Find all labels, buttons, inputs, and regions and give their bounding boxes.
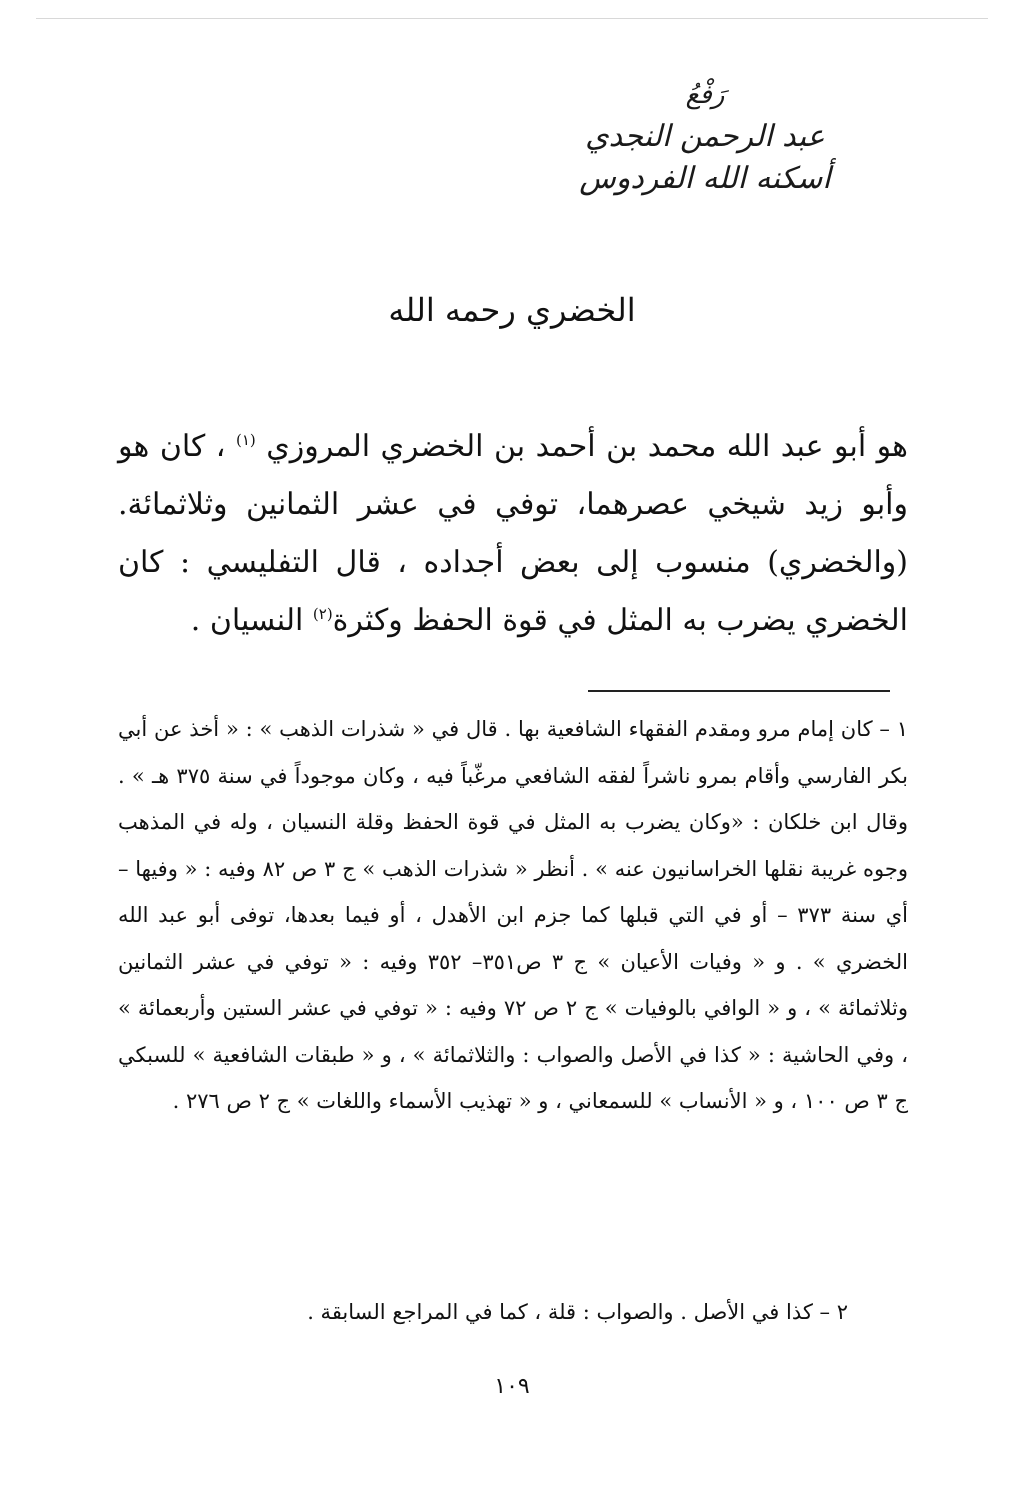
body-part-2: ، كان هو وأبو زيد شيخي عصرهما، توفي في عشر الثمانين وثلاثمائة. (والخضري) منسوب إلى بعض أجداده ، قال التفليسي : كان الخضري يضرب به المثل في قوة الحفظ وكثرة xyxy=(118,429,908,638)
footnote-2: ٢ – كذا في الأصل . والصواب : قلة ، كما في المراجع السابقة . xyxy=(307,1300,848,1324)
stamp-line-2: عبد الرحمن النجدي xyxy=(585,119,825,155)
footnote-separator xyxy=(588,690,890,692)
section-title: الخضري رحمه الله xyxy=(388,291,636,329)
ownership-stamp xyxy=(570,80,840,250)
footnote-ref-1: (١) xyxy=(235,431,256,449)
biography-paragraph xyxy=(118,418,908,650)
body-part-3: النسيان . xyxy=(190,603,304,638)
top-divider xyxy=(36,18,988,19)
body-part-1: هو أبو عبد الله محمد بن أحمد بن الخضري المروزي xyxy=(266,429,908,464)
stamp-line-3: أسكنه الله الفردوس xyxy=(579,161,831,197)
page-number: ١٠٩ xyxy=(494,1374,530,1399)
footnote-ref-2: (٢) xyxy=(312,605,333,623)
footnote-1: ١ – كان إمام مرو ومقدم الفقهاء الشافعية بها . قال في « شذرات الذهب » : « أخذ عن أبي بكر الفارسي وأقام بمرو ناشراً لفقه الشافعي مرغّباً فيه ، وكان موجوداً في سنة ٣٧٥ هـ » . وقال ابن خلكان : «وكان يضرب به المثل في قوة الحفظ وقلة النسيان ، وله في المذهب وجوه غريبة نقلها الخراسانيون عنه » . أنظر « شذرات الذهب » ج ٣ ص ٨٢ وفيه : « وفيها – أي سنة ٣٧٣ – أو في التي قبلها كما جزم ابن الأهدل ، أو فيما بعدها، توفى أبو عبد الله الخضري » . و « وفيات الأعيان » ج ٣ ص٣٥١– ٣٥٢ وفيه : « توفي في عشر الثمانين وثلاثمائة » ، و « الوافي بالوفيات » ج ٢ ص ٧٢ وفيه : « توفي في عشر الستين وأربعمائة » ، وفي الحاشية : « كذا في الأصل والصواب : والثلاثمائة » ، و « طبقات الشافعية » للسبكي ج ٣ ص ١٠٠ ، و « الأنساب » للسمعاني ، و « تهذيب الأسماء واللغات » ج ٢ ص ٢٧٦ . xyxy=(118,717,908,1113)
stamp-line-1: رَفْعُ xyxy=(685,80,725,110)
